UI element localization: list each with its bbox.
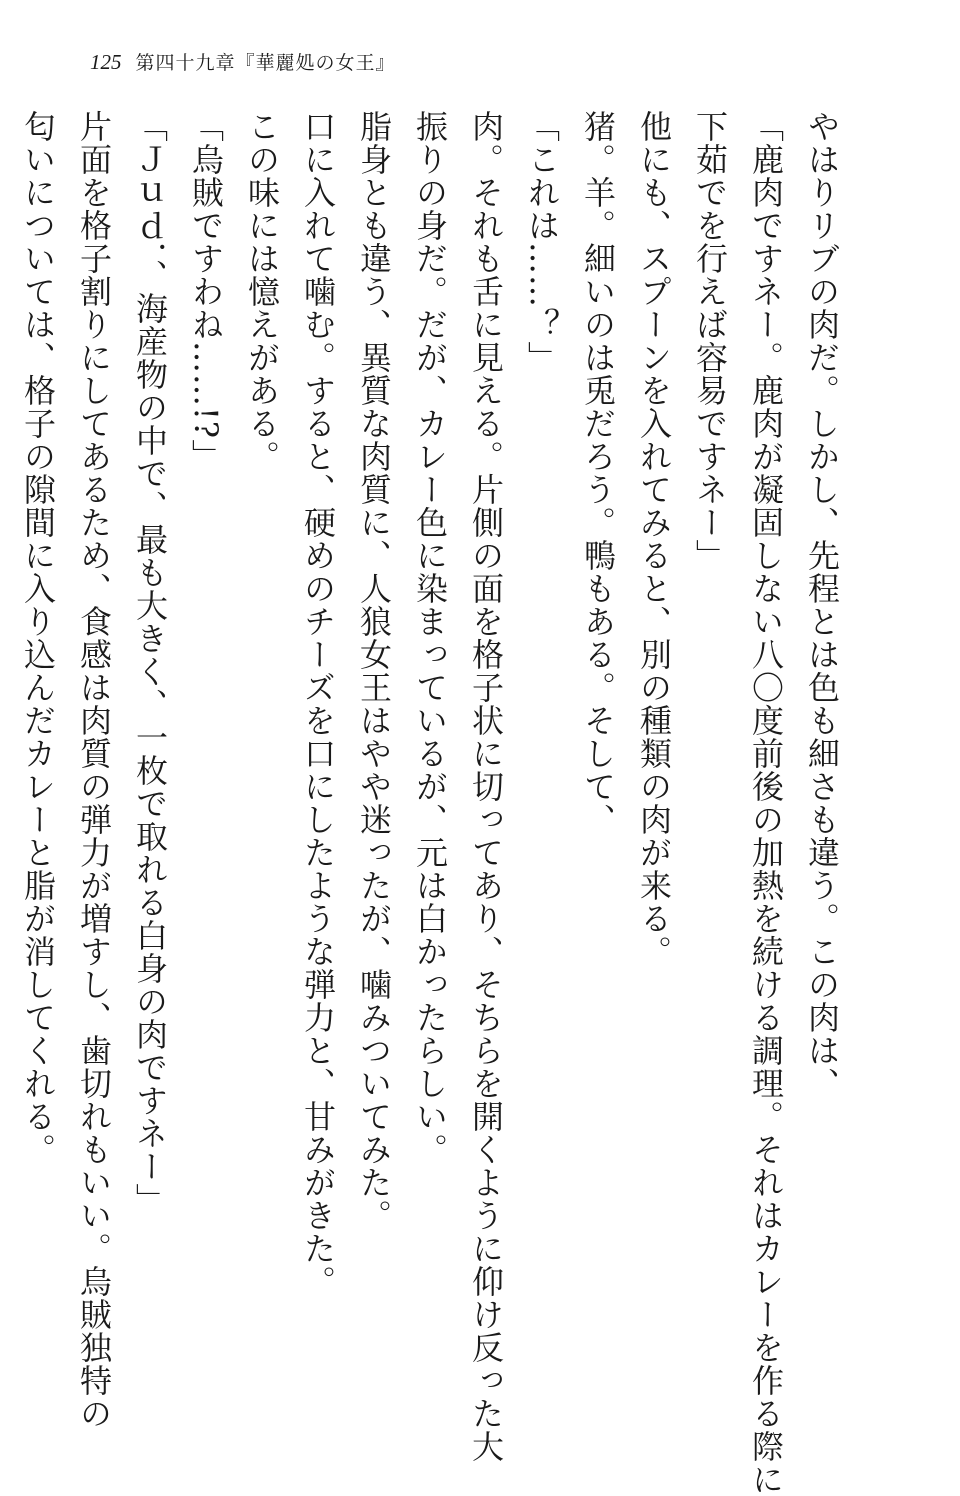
text-line: 「Ｊｕｄ．、海産物の中で、最も大きく、一枚で取れる白身の肉ですネー」 bbox=[131, 110, 169, 1216]
text-line: 「鹿肉ですネー。鹿肉が凝固しない八〇度前後の加熱を続ける調理。それはカレーを作る際に bbox=[747, 110, 785, 1496]
text-line: 下茹でを行えば容易ですネー」 bbox=[691, 110, 729, 572]
text-line: 他にも、スプーンを入れてみると、別の種類の肉が来る。 bbox=[635, 110, 673, 968]
page-header bbox=[90, 48, 396, 88]
text-line bbox=[0, 110, 10, 1330]
page-number: 125 bbox=[90, 50, 122, 74]
text-line: 口に入れて噛む。すると、硬めのチーズを口にしたような弾力と、甘みがきた。 bbox=[299, 110, 337, 1298]
text-line: この味には憶えがある。 bbox=[243, 110, 281, 473]
text-line: 猪。羊。細いのは兎だろう。鴨もある。そして、 bbox=[579, 110, 617, 836]
text-line: 「烏賊ですわね……!?」 bbox=[187, 110, 225, 473]
text-line: 振りの身だ。だが、カレー色に染まっているが、元は白かったらしい。 bbox=[411, 110, 449, 1166]
vertical-body-text bbox=[19, 110, 850, 1496]
chapter-title: 第四十九章『華麗処の女王』 bbox=[135, 52, 396, 74]
text-line: 肉。それも舌に見える。片側の面を格子状に切ってあり、そちらを開くように仰け反った大 bbox=[467, 110, 505, 1463]
text-line: 匂いについては、格子の隙間に入り込んだカレーと脂が消してくれる。 bbox=[19, 110, 57, 1166]
text-line: 片面を格子割りにしてあるため、食感は肉質の弾力が増すし、歯切れもいい。烏賊独特の bbox=[75, 110, 113, 1430]
text-line: 「これは……？」 bbox=[523, 110, 561, 374]
text-line: 脂身とも違う、異質な肉質に、人狼女王はやや迷ったが、噛みついてみた。 bbox=[355, 110, 393, 1232]
text-line: やはりリブの肉だ。しかし、先程とは色も細さも違う。この肉は、 bbox=[803, 110, 841, 1100]
